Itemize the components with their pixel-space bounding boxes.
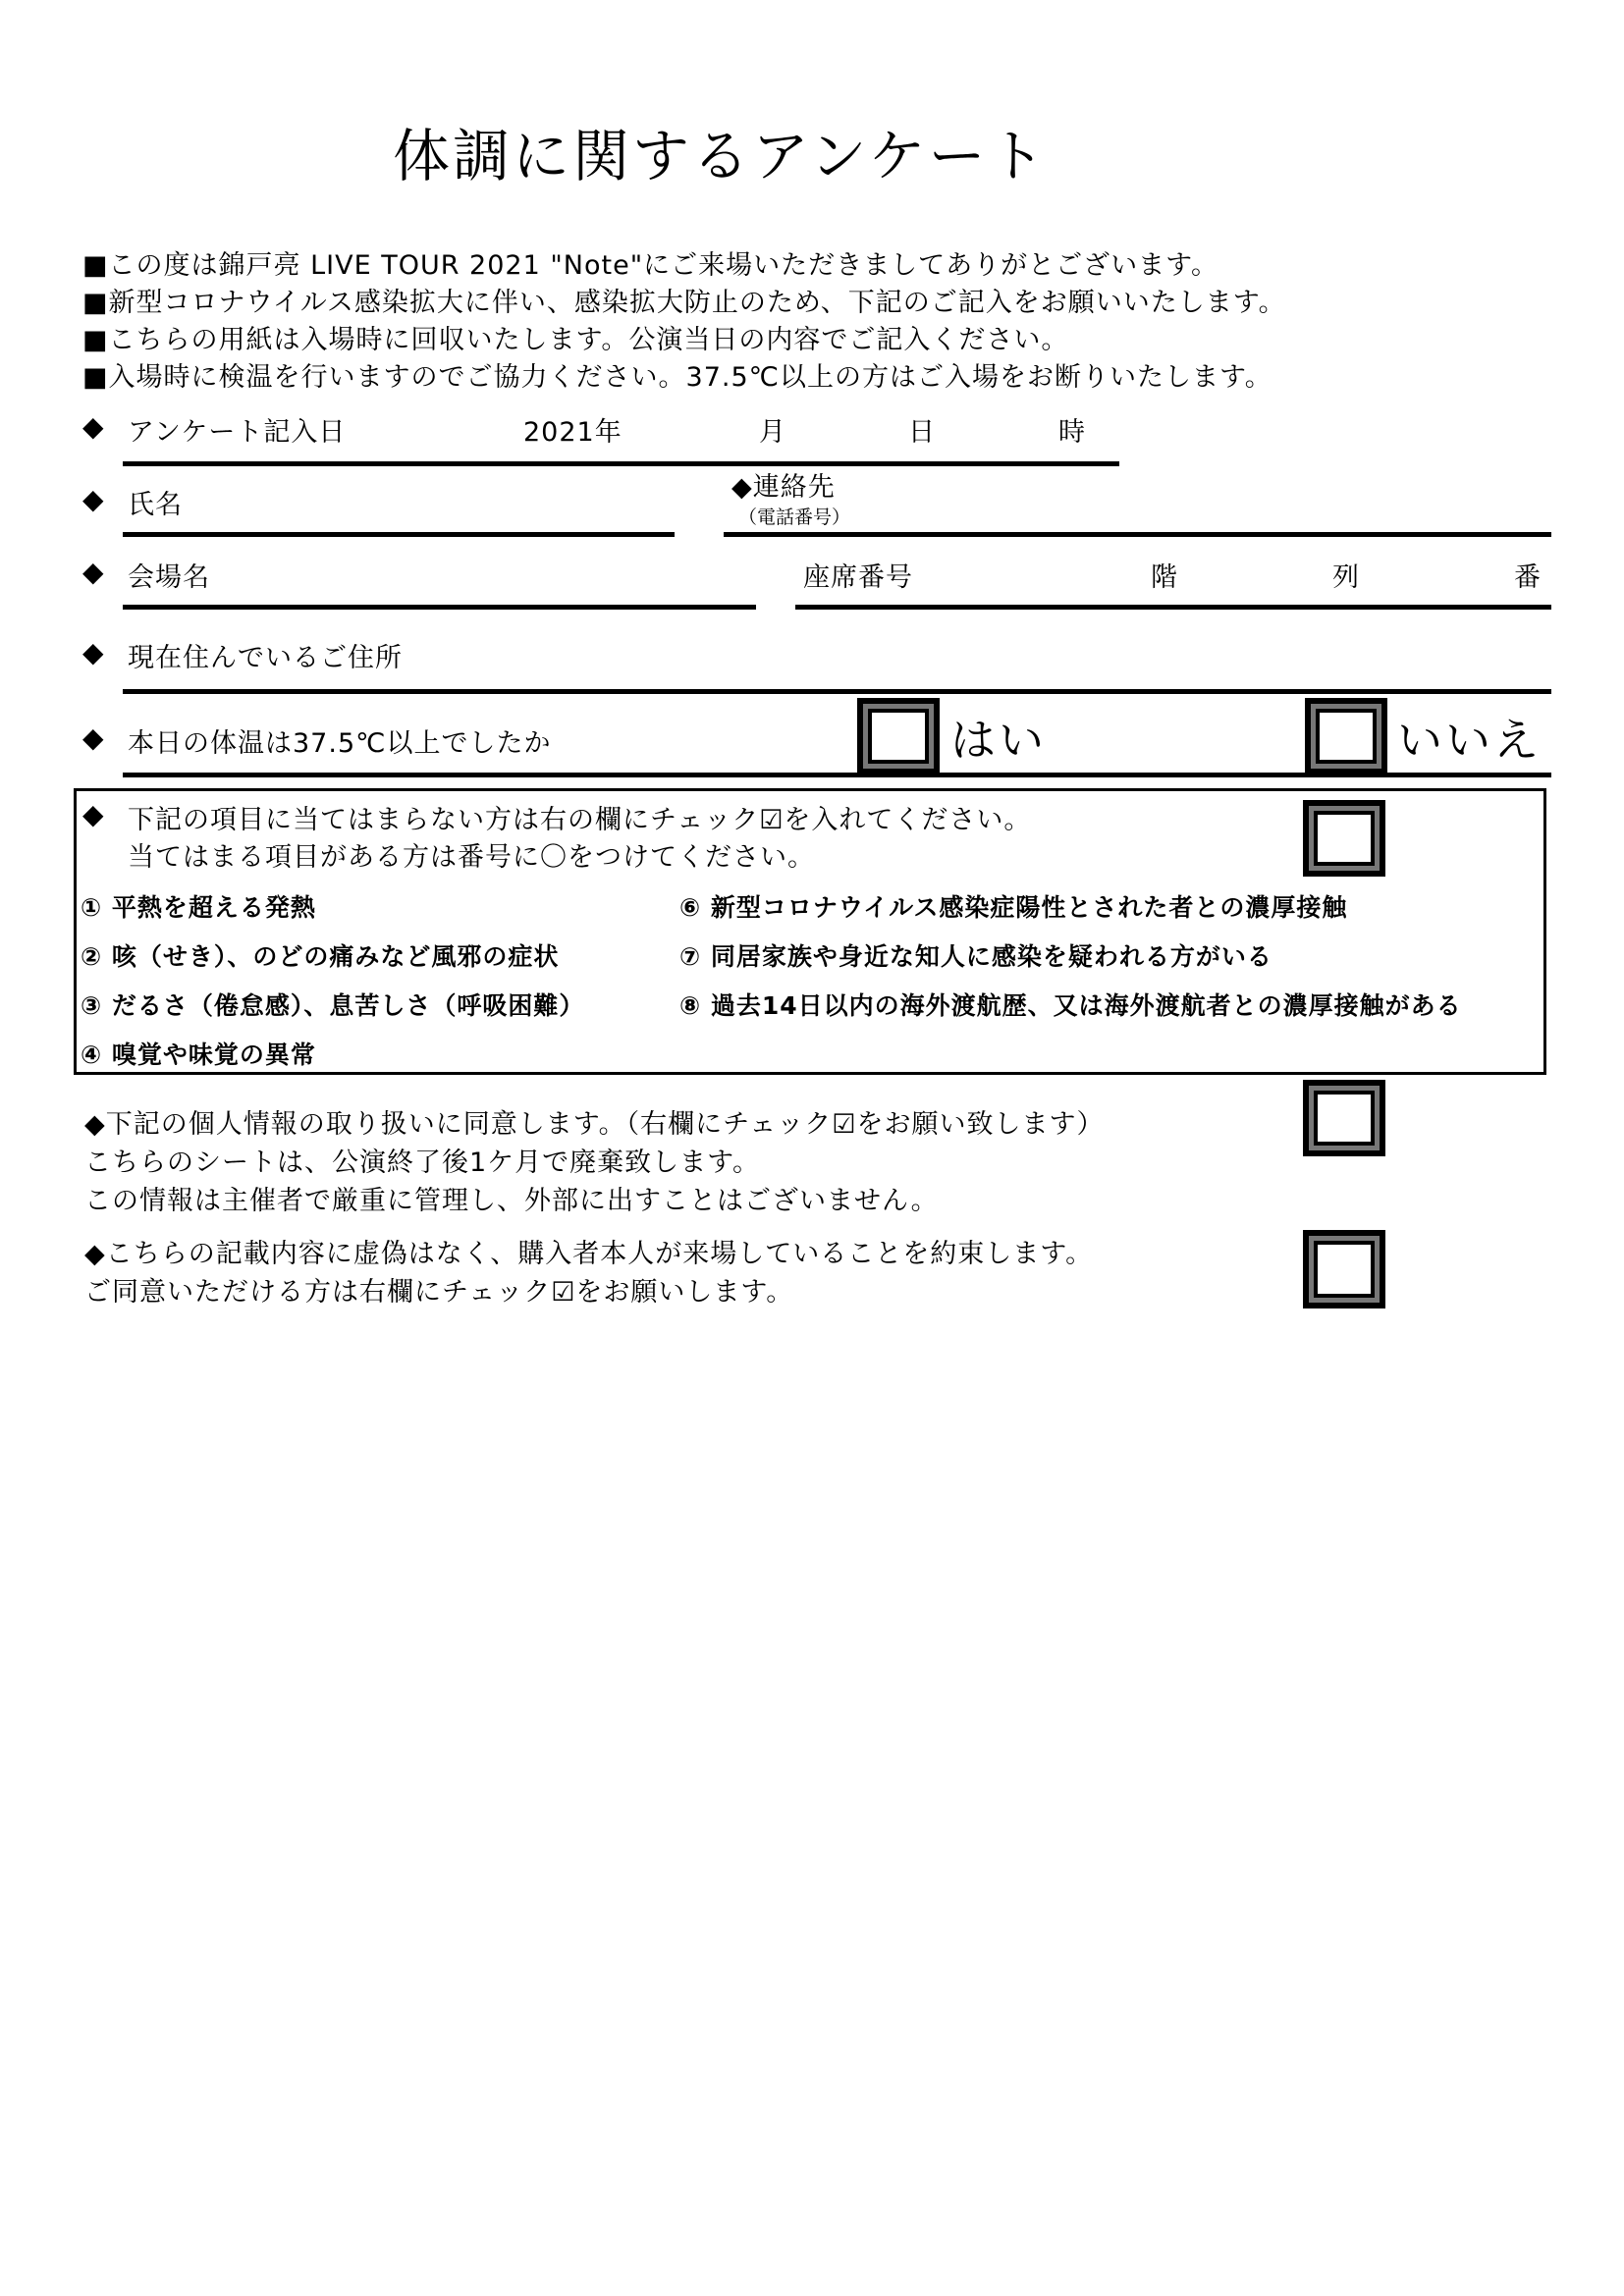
symptom-item: ④ 嗅覚や味覚の異常 (81, 1041, 316, 1069)
temperature-field-line (123, 773, 1551, 777)
bullet-icon: ◆ (82, 798, 104, 830)
venue-label: 会場名 (128, 562, 210, 593)
date-field-line[interactable] (123, 461, 1119, 466)
bullet-icon: ◆ (82, 556, 104, 588)
temperature-no-checkbox[interactable] (1305, 698, 1387, 774)
symptom-item: ⑧ 過去14日以内の海外渡航歴、又は海外渡航者との濃厚接触がある (679, 991, 1462, 1020)
notice-temperature: ■入場時に検温を行いますのでご協力ください。37.5℃以上の方はご入場をお断りいたします。 (82, 362, 1272, 393)
address-field-line[interactable] (123, 689, 1551, 694)
bullet-icon: ◆ (82, 636, 104, 668)
temperature-question: 本日の体温は37.5℃以上でしたか (128, 728, 552, 759)
temperature-yes-checkbox[interactable] (857, 698, 940, 774)
date-hour: 時 (1058, 417, 1086, 448)
address-label: 現在住んでいるご住所 (128, 643, 403, 673)
pledge-agree-text: ご同意いただける方は右欄にチェック☑をお願いします。 (84, 1277, 794, 1308)
symptoms-none-checkbox[interactable] (1303, 800, 1385, 877)
privacy-consent-checkbox[interactable] (1303, 1080, 1385, 1156)
contact-field-line[interactable] (724, 532, 1551, 537)
date-label: アンケート記入日 (128, 417, 347, 448)
temperature-yes-label: はい (950, 714, 1047, 767)
venue-field-line[interactable] (123, 605, 756, 610)
symptom-item: ③ だるさ（倦怠感）、息苦しさ（呼吸困難） (81, 991, 585, 1020)
notice-collection: ■こちらの用紙は入場時に回収いたします。公演当日の内容でご記入ください。 (82, 325, 1069, 355)
symptoms-instruction-2: 当てはまる項目がある方は番号に〇をつけてください。 (128, 842, 815, 873)
name-field-line[interactable] (123, 532, 675, 537)
contact-label: ◆連絡先 (731, 472, 836, 503)
seat-label: 座席番号 (803, 562, 913, 593)
seat-number: 番 (1514, 562, 1542, 593)
symptom-item: ① 平熱を超える発熱 (81, 893, 316, 922)
pledge-text: ◆こちらの記載内容に虚偽はなく、購入者本人が来場していることを約束します。 (84, 1239, 1094, 1269)
contact-sublabel: （電話番号） (738, 507, 851, 528)
bullet-icon: ◆ (82, 410, 104, 443)
date-day: 日 (908, 417, 936, 448)
date-month: 月 (759, 417, 786, 448)
date-year: 2021年 (523, 417, 623, 448)
symptom-item: ⑦ 同居家族や身近な知人に感染を疑われる方がいる (679, 942, 1272, 971)
symptoms-instruction-1: 下記の項目に当てはまらない方は右の欄にチェック☑を入れてください。 (128, 805, 1032, 835)
privacy-disposal-text: こちらのシートは、公演終了後1ケ月で廃棄致します。 (84, 1148, 761, 1178)
privacy-consent-text: ◆下記の個人情報の取り扱いに同意します。（右欄にチェック☑をお願い致します） (84, 1109, 1105, 1140)
privacy-management-text: この情報は主催者で厳重に管理し、外部に出すことはございません。 (84, 1186, 939, 1216)
name-label: 氏名 (128, 490, 183, 520)
symptom-item: ⑥ 新型コロナウイルス感染症陽性とされた者との濃厚接触 (679, 893, 1348, 922)
symptom-item: ② 咳（せき）、のどの痛みなど風邪の症状 (81, 942, 560, 971)
page-title: 体調に関するアンケート (393, 123, 1049, 189)
pledge-checkbox[interactable] (1303, 1230, 1385, 1308)
seat-floor: 階 (1151, 562, 1178, 593)
notice-thanks: ■この度は錦戸亮 LIVE TOUR 2021 "Note"にご来場いただきましてありがとございます。 (82, 250, 1218, 281)
seat-column: 列 (1332, 562, 1360, 593)
notice-request: ■新型コロナウイルス感染拡大に伴い、感染拡大防止のため、下記のご記入をお願いいたします。 (82, 288, 1286, 318)
bullet-icon: ◆ (82, 483, 104, 515)
seat-field-line[interactable] (795, 605, 1551, 610)
bullet-icon: ◆ (82, 721, 104, 754)
temperature-no-label: いいえ (1397, 714, 1542, 767)
